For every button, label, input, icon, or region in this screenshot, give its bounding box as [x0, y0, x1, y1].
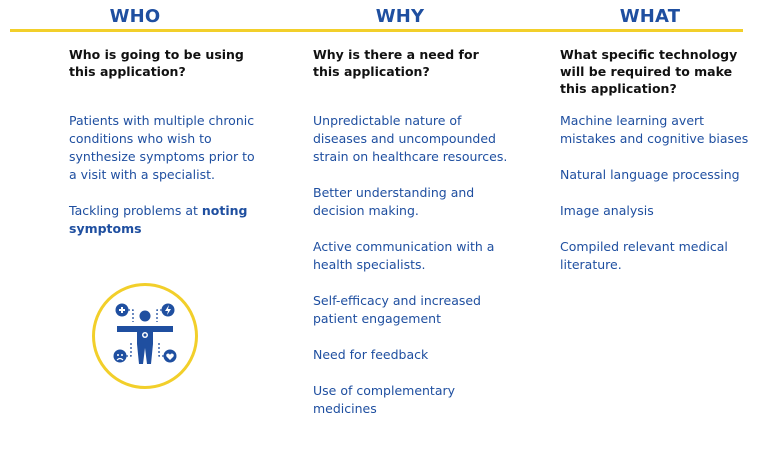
person-symptoms-badge — [92, 283, 198, 389]
what-item: Image analysis — [560, 203, 654, 218]
what-list — [560, 112, 755, 274]
what-item: Compiled relevant medical literature. — [560, 239, 728, 272]
column-what — [560, 46, 755, 292]
why-item: Better understanding and decision making. — [313, 185, 475, 218]
why-item: Need for feedback — [313, 347, 429, 362]
what-item: Machine learning avert mistakes and cognitive biases — [560, 113, 749, 146]
person-symptoms-icon — [95, 286, 195, 386]
header-who: WHO — [109, 6, 161, 27]
who-item-emphasis: noting symptoms — [69, 203, 248, 236]
who-item — [69, 202, 259, 238]
who-item: Patients with multiple chronic conditions who wish to synthesize symptoms prior to a visit with a specialist. — [69, 113, 255, 182]
why-item: Unpredictable nature of diseases and uncompounded strain on healthcare resources. — [313, 113, 508, 164]
who-item-text: Tackling problems at — [69, 203, 202, 218]
who-list — [69, 112, 259, 238]
header-why: WHY — [375, 6, 425, 27]
why-item: Active communication with a health specialists. — [313, 239, 495, 272]
what-question: What specific technology will be required to make this application? — [560, 47, 738, 96]
header-divider — [10, 29, 743, 32]
why-item: Self-efficacy and increased patient engagement — [313, 293, 481, 326]
why-question: Why is there a need for this application? — [313, 47, 479, 79]
what-item: Natural language processing — [560, 167, 740, 182]
why-list — [313, 112, 508, 418]
column-why — [313, 46, 508, 436]
why-item: Use of complementary medicines — [313, 383, 456, 416]
header-what: WHAT — [619, 6, 681, 27]
who-question: Who is going to be using this application? — [69, 47, 244, 79]
column-who — [69, 46, 259, 256]
